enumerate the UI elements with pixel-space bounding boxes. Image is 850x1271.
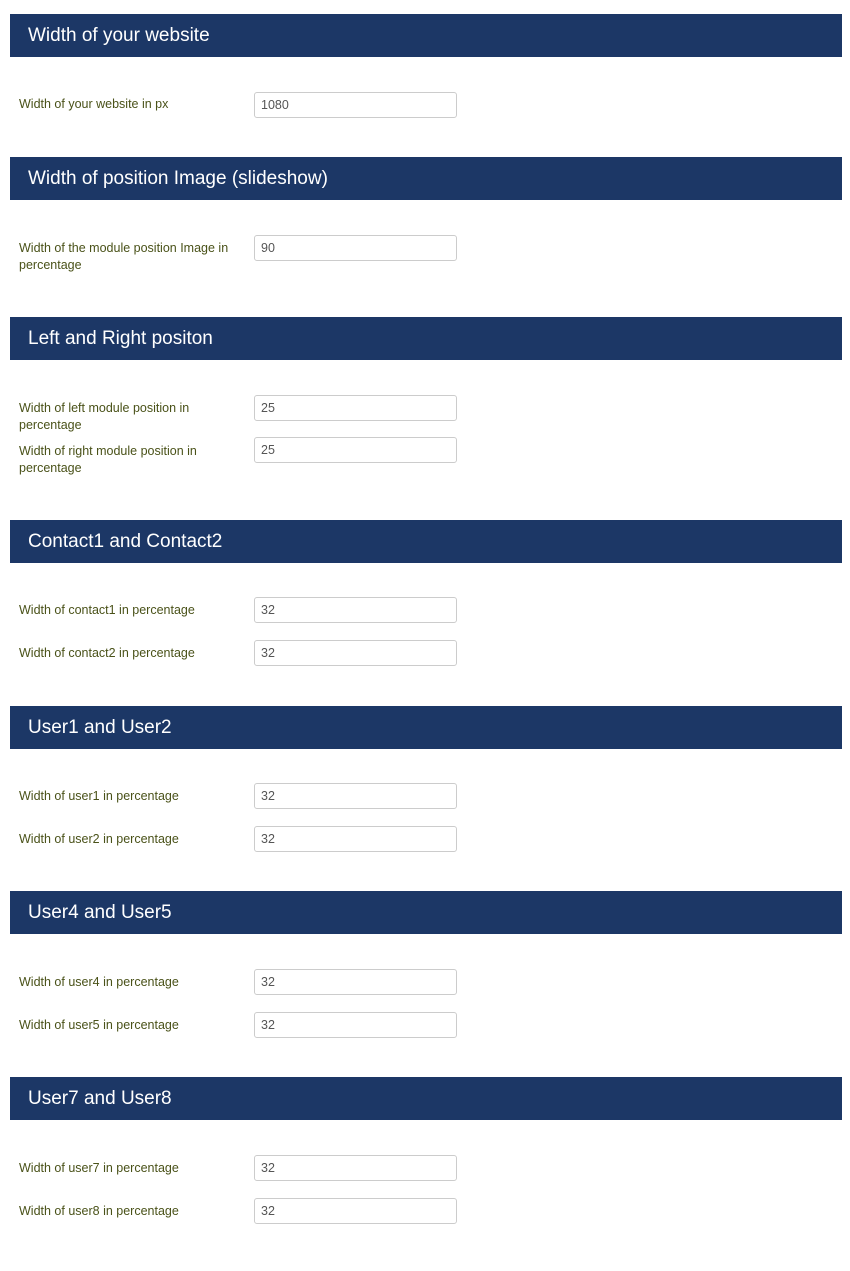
label-user5-width: Width of user5 in percentage (19, 1018, 179, 1032)
input-website-width[interactable] (254, 92, 457, 118)
label-user2-width: Width of user2 in percentage (19, 832, 179, 846)
label-user1-width: Width of user1 in percentage (19, 789, 179, 803)
section-header-contacts: Contact1 and Contact2 (10, 520, 842, 563)
label-website-width: Width of your website in px (19, 97, 169, 111)
label-right-width: Width of right module position in percentage (19, 444, 197, 475)
section-header-user4-user5: User4 and User5 (10, 891, 842, 934)
input-image-width[interactable] (254, 235, 457, 261)
input-user8-width[interactable] (254, 1198, 457, 1224)
input-user2-width[interactable] (254, 826, 457, 852)
input-user5-width[interactable] (254, 1012, 457, 1038)
input-user4-width[interactable] (254, 969, 457, 995)
section-header-website-width: Width of your website (10, 14, 842, 57)
input-contact2-width[interactable] (254, 640, 457, 666)
input-user1-width[interactable] (254, 783, 457, 809)
label-contact1-width: Width of contact1 in percentage (19, 603, 195, 617)
section-header-image-width: Width of position Image (slideshow) (10, 157, 842, 200)
input-user7-width[interactable] (254, 1155, 457, 1181)
label-user4-width: Width of user4 in percentage (19, 975, 179, 989)
input-right-width[interactable] (254, 437, 457, 463)
label-image-width: Width of the module position Image in percentage (19, 241, 229, 272)
input-contact1-width[interactable] (254, 597, 457, 623)
label-user7-width: Width of user7 in percentage (19, 1161, 179, 1175)
input-left-width[interactable] (254, 395, 457, 421)
label-left-width: Width of left module position in percentage (19, 401, 190, 432)
label-user8-width: Width of user8 in percentage (19, 1204, 179, 1218)
section-header-user7-user8: User7 and User8 (10, 1077, 842, 1120)
label-contact2-width: Width of contact2 in percentage (19, 646, 195, 660)
section-header-user1-user2: User1 and User2 (10, 706, 842, 749)
section-header-left-right: Left and Right positon (10, 317, 842, 360)
